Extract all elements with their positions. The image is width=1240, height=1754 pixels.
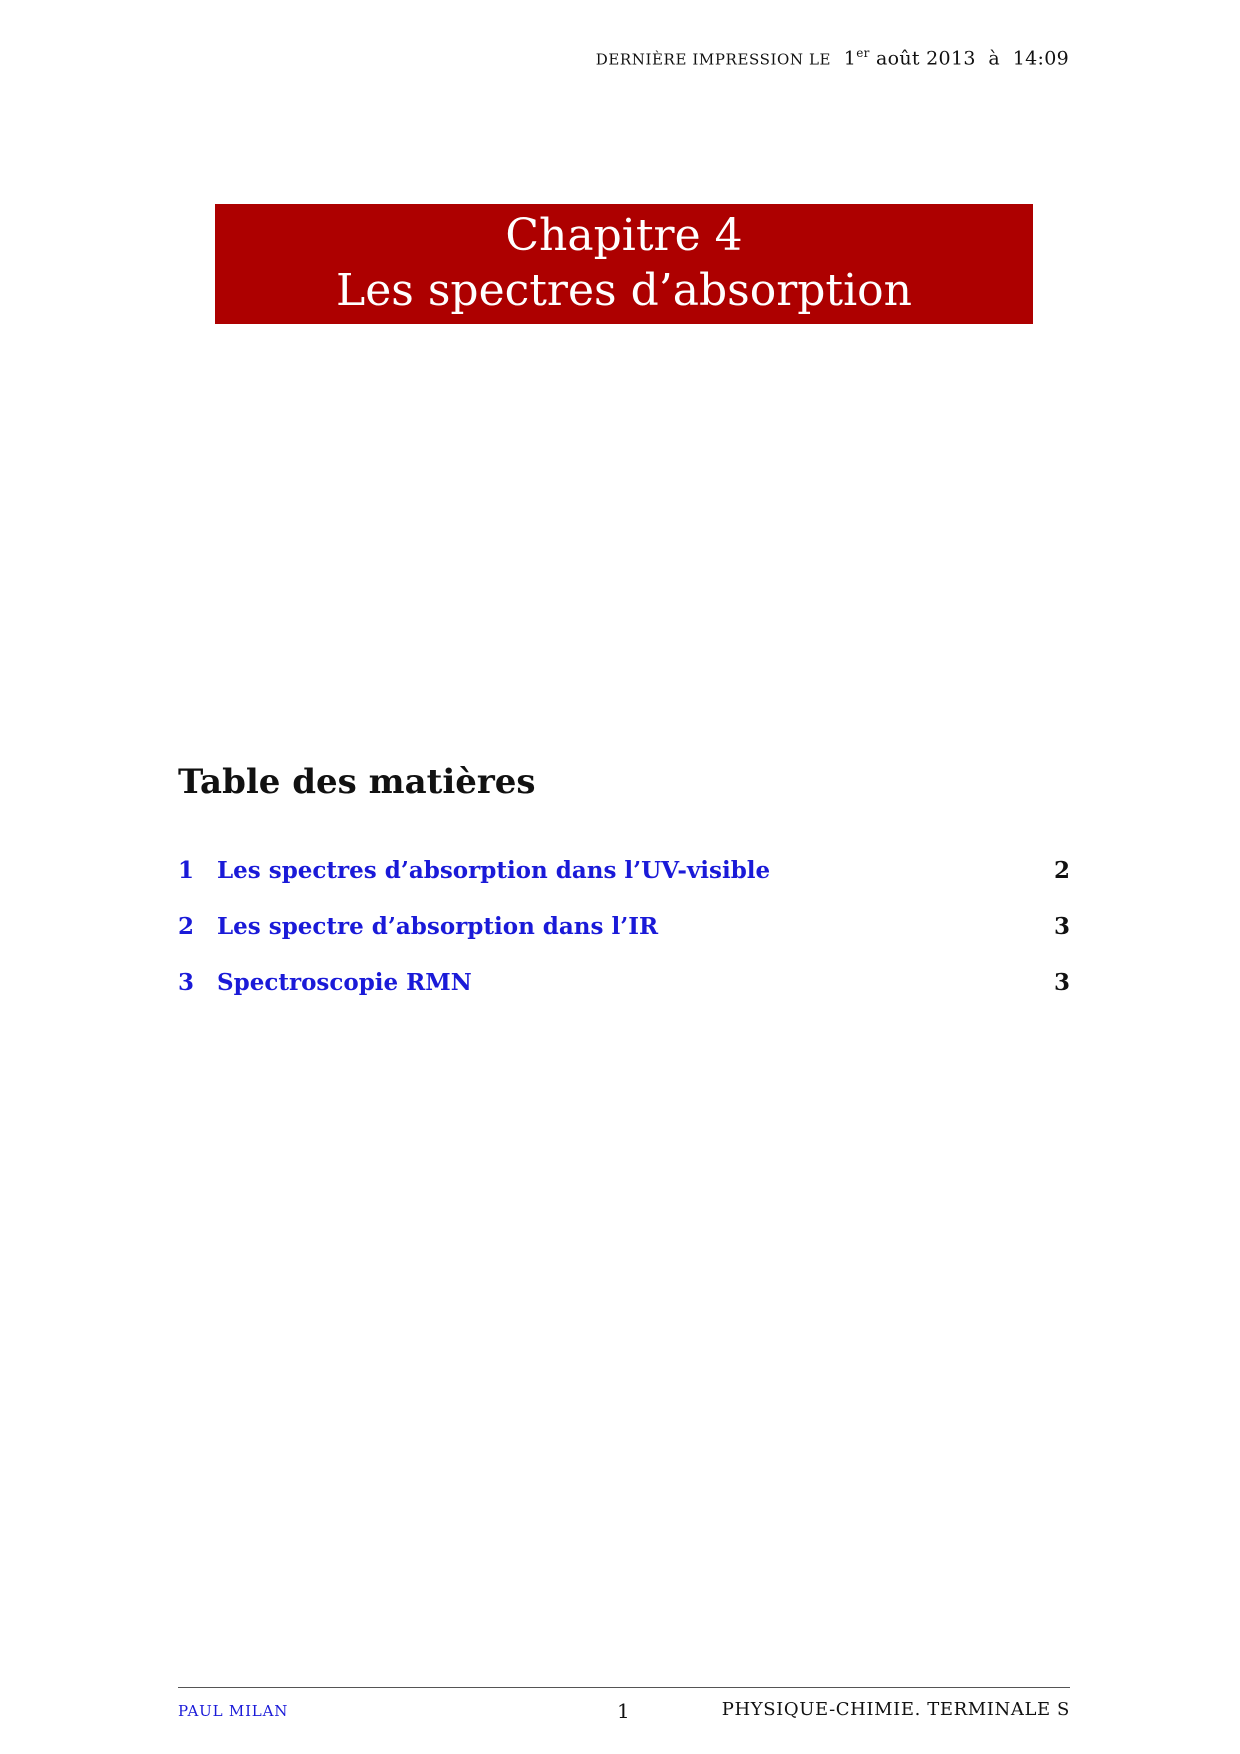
print-date-header	[596, 46, 1069, 69]
footer-page-number: 1	[617, 1699, 630, 1723]
toc-entry-page[interactable]: 3	[1053, 969, 1070, 996]
toc-entry-link[interactable]: Spectroscopie RMN	[217, 969, 472, 996]
toc-entry[interactable]	[178, 857, 1070, 913]
print-date-connector: à	[988, 47, 1001, 70]
print-time: 14:09	[1012, 47, 1069, 70]
print-date-prefix: DERNIÈRE IMPRESSION LE	[595, 50, 832, 69]
toc-entry-link[interactable]: Les spectre d’absorption dans l’IR	[217, 913, 659, 940]
toc-entry-number[interactable]: 3	[178, 969, 195, 996]
footer-author: PAUL MILAN	[178, 1702, 289, 1720]
footer-divider	[178, 1687, 1070, 1688]
toc-entry[interactable]	[178, 969, 1070, 1025]
footer-course: PHYSIQUE-CHIMIE. TERMINALE S	[721, 1699, 1070, 1720]
toc-heading: Table des matières	[178, 762, 536, 802]
chapter-title-banner	[215, 204, 1033, 324]
toc-entry-number[interactable]: 1	[178, 857, 195, 884]
chapter-title: Les spectres d’absorption	[336, 265, 912, 316]
print-date-rest: août 2013	[875, 47, 976, 70]
toc-entry[interactable]	[178, 913, 1070, 969]
print-date-day-suffix: er	[856, 46, 870, 60]
print-date-day: 1	[843, 47, 857, 70]
toc-entry-page[interactable]: 3	[1053, 913, 1070, 940]
toc-entry-page[interactable]: 2	[1053, 857, 1070, 884]
toc-entry-link[interactable]: Les spectres d’absorption dans l’UV-visible	[217, 857, 771, 884]
toc-list	[178, 857, 1070, 1025]
toc-entry-number[interactable]: 2	[178, 913, 195, 940]
chapter-number: Chapitre 4	[505, 210, 743, 261]
